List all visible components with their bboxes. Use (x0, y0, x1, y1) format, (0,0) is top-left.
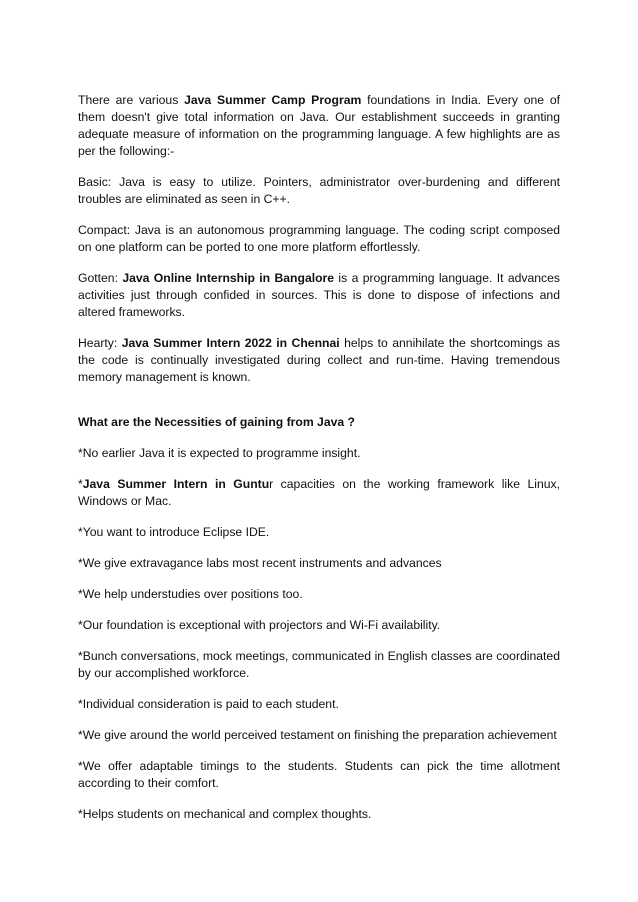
intro-paragraph (78, 92, 560, 160)
item-labs: *We give extravagance labs most recent instruments and advances (78, 556, 442, 570)
item-individual-consideration: *Individual consideration is paid to each student. (78, 697, 339, 711)
gotten-text-2: is a programming language. It advances activities just through confided in sources. This is done to dispose of infections and altered frameworks. (78, 271, 561, 319)
item-positions: *We help understudies over positions too. (78, 587, 303, 601)
basic-text: Basic: Java is easy to utilize. Pointers, administrator over-burdening and different troubles are eliminated as seen in C++. (78, 175, 560, 206)
document-page (78, 92, 560, 837)
item-timings: *We offer adaptable timings to the students. Students can pick the time allotment according to their comfort. (78, 759, 560, 790)
gotten-paragraph (78, 270, 560, 321)
item-os-text-2: r capacities on the working framework like Linux, Windows or Mac. (78, 477, 560, 508)
item-os-bold-link: Java Summer Intern in Guntu (82, 477, 270, 491)
compact-paragraph (78, 222, 560, 256)
intro-bold-link: Java Summer Camp Program (184, 93, 362, 107)
item-conversations: *Bunch conversations, mock meetings, communicated in English classes are coordinated by our accomplished workforce. (78, 649, 560, 680)
hearty-bold-link: Java Summer Intern 2022 in Chennai (121, 336, 340, 350)
necessities-heading: What are the Necessities of gaining from Java ? (78, 415, 356, 429)
hearty-text-1: Hearty: (78, 336, 122, 350)
compact-text: Compact: Java is an autonomous programming language. The coding script composed on one platform can be ported to one more platform effortlessly. (78, 223, 560, 254)
item-complex-thoughts: *Helps students on mechanical and complex thoughts. (78, 807, 372, 821)
item-certificate: *We give around the world perceived testament on finishing the preparation achievement (78, 728, 557, 742)
gotten-text-1: Gotten: (78, 271, 123, 285)
item-eclipse-ide: *You want to introduce Eclipse IDE. (78, 525, 270, 539)
gotten-bold-link: Java Online Internship in Bangalore (122, 271, 335, 285)
item-no-earlier-java: *No earlier Java it is expected to programme insight. (78, 446, 361, 460)
intro-text-1: There are various (78, 93, 185, 107)
basic-paragraph (78, 174, 560, 208)
item-projectors-wifi: *Our foundation is exceptional with projectors and Wi-Fi availability. (78, 618, 441, 632)
hearty-paragraph (78, 335, 560, 386)
hearty-text-2: helps to annihilate the shortcomings as the code is continually investigated during collect and run-time. Having tremendous memory management is known. (78, 336, 560, 384)
item-os-text-1: * (78, 477, 83, 491)
intro-text-2: foundations in India. Every one of them doesn't give total information on Java. Our establishment succeeds in granting adequate measure of information on the programming language. A few highlights are as per the following:- (78, 93, 560, 158)
item-operating-system (78, 476, 560, 510)
